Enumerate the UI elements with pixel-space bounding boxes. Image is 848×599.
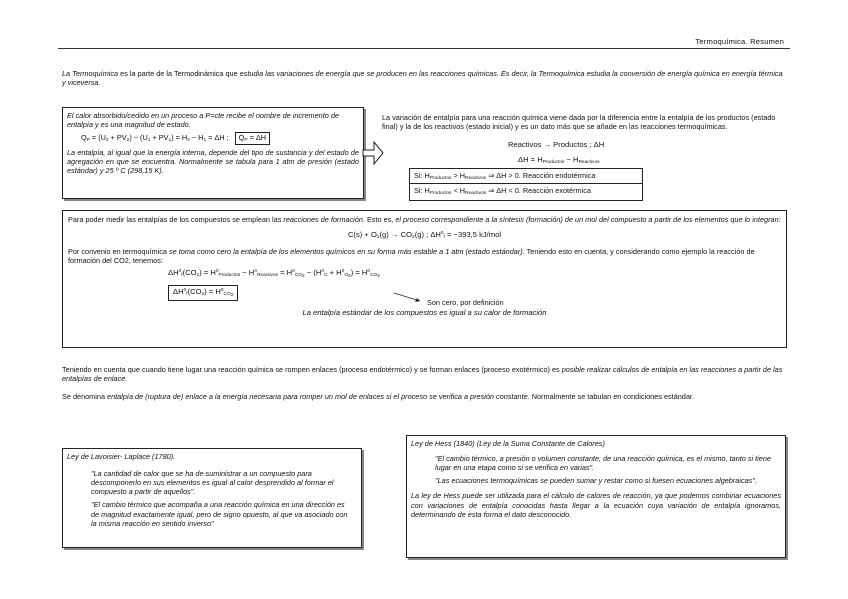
lavoisier-laplace-box bbox=[62, 448, 362, 548]
lavoisier-quote-1: "La cantidad de calor que se ha de suministrar a un compuesto para descomponerlo en sus elementos es igual al calor desprendido al formar el compuesto a partir de aquellos". bbox=[91, 469, 334, 497]
arrow-icon bbox=[362, 138, 384, 168]
hess-title: Ley de Hess (1840) (Ley de la Suma Constante de Calores) bbox=[411, 439, 605, 448]
enthalpy-variation-paragraph: La variación de entalpía para una reacción química viene dada por la diferencia entre la entalpía de los productos (estado final) y la de los reactivos (estado inicial) y es un dato más que se añade en las reacciones termoquímicas. bbox=[382, 113, 776, 132]
delta-h-equation: $\Delta H = H_{Productos} - H_{Reactivos}$ bbox=[518, 155, 600, 165]
intro-term: La Termoquímica bbox=[62, 69, 119, 78]
co2-boxed-result: $\Delta H^0_f(CO_2) = H^0_{CO_2}$ bbox=[168, 285, 781, 301]
co2-enthalpy-equation: $\Delta H^0_f(CO_2) = H^0_{Productos} - H^0_{Reactivos} = H^0_{CO_2} - (H^0_C + H^0_{O_2}) = H^0_{CO_2}$ bbox=[168, 268, 380, 280]
formation-intro-c: . Esto es, bbox=[362, 215, 396, 224]
hess-quote-2: "Las ecuaciones termoquímicas se pueden sumar y restar como si fuesen ecuaciones algebraicas". bbox=[435, 476, 757, 486]
hess-quote-1: "El cambio térmico, a presión o volumen constante, de una reacción química, es el mismo, tanto si tiene lugar en una etapa como si se verifica en varias". bbox=[435, 454, 771, 473]
intro-definition: estudia las variaciones de energía que se producen en las reacciones químicas. Es decir, la Termoquímica estudia la conversión de energía química en energía térmica y viceversa. bbox=[62, 69, 783, 88]
enthalpy-definition-text: El calor absorbido/cedido en un proceso a P=cte recibe el nombre de incremento de entalpía y es una magnitud de estado. bbox=[67, 111, 339, 130]
endothermic-row: Si: $H_{Productos} > H_{Reactivos}$ ⇒ ΔH > 0. Reacción endotérmica bbox=[410, 169, 642, 184]
formation-term: reacciones de formación bbox=[283, 215, 363, 224]
formation-intro-a: Para poder medir las entalpías de los compuestos se emplean las bbox=[68, 215, 284, 224]
intro-paragraph bbox=[62, 69, 787, 87]
formation-reactions-box bbox=[62, 210, 787, 348]
bond-definition-b: entalpía de (ruptura de) enlace a la energía necesaria para romper un mol de enlaces si el proceso se verifica a presión constante bbox=[107, 392, 528, 401]
reaction-equation: Reactivos → Productos ; ΔH bbox=[508, 140, 605, 149]
lavoisier-title: Ley de Lavoisier- Laplace (1780). bbox=[67, 452, 176, 461]
standard-enthalpy-conclusion: La entalpía estándar de los compuestos es igual a su calor de formación bbox=[302, 308, 547, 318]
zero-by-definition-note: Son cero, por definición bbox=[427, 298, 504, 307]
qp-boxed-result: $Q_P = \Delta H$ bbox=[235, 132, 270, 145]
enthalpy-variation-text bbox=[382, 113, 786, 131]
pointer-arrow-icon bbox=[392, 291, 426, 305]
bond-enthalpy-b: posible realizar cálculos de entalpía en las reacciones a partir de las entalpías de enlace. bbox=[62, 365, 783, 384]
bond-definition-paragraph bbox=[62, 392, 787, 401]
enthalpy-tabulation-text: La entalpía, al igual que la energía interna, depende del tipo de sustancia y del estado de agregación en que se encuentra. Normalmente se tabula para 1 atm de presión (estado estándar) y 25 º C (298,15 K). bbox=[67, 148, 359, 176]
convention-a: Por convenio en termoquímica bbox=[68, 247, 169, 257]
hess-law-box bbox=[406, 435, 786, 558]
convention-paragraph bbox=[68, 247, 781, 265]
endo-exo-table bbox=[409, 168, 643, 201]
header-rule bbox=[58, 48, 790, 49]
page-header-title: Termoquímica. Resumen bbox=[695, 37, 784, 46]
hess-application: La ley de Hess puede ser utilizada para el cálculo de calores de reacción, ya que podemos combinar ecuaciones con variaciones de entalpía conocidas hasta llegar a la ecuación cuya variación de entalpía ignoramos, determinando de esta forma el dato desconocido. bbox=[411, 491, 781, 519]
qp-equation-row bbox=[81, 132, 359, 145]
co2-formation-equation: $C(s) + O_2(g) \to CO_2(g)$ ; $\Delta H^0_f = -393,5$ kJ/mol bbox=[347, 230, 502, 241]
bond-definition-c: . Normalmente se tabulan en condiciones estándar. bbox=[527, 392, 694, 401]
bond-enthalpy-paragraph bbox=[62, 365, 787, 383]
formation-intro bbox=[68, 215, 781, 224]
enthalpy-definition-box bbox=[62, 107, 364, 199]
intro-text: es la parte de la Termodinámica que bbox=[118, 69, 240, 78]
exothermic-row: Si: $H_{Productos} < H_{Reactivos}$ ⇒ ΔH < 0. Reacción exotérmica bbox=[414, 186, 591, 196]
convention-c: . Teniendo esto en cuenta, y considerando como ejemplo la reacción de formación del CO2, tenemos: bbox=[68, 247, 755, 266]
formation-definition: el proceso correspondiente a la síntesis (formación) de un mol del compuesto a partir de los elementos que lo integran: bbox=[395, 215, 781, 224]
bond-definition-a: Se denomina bbox=[62, 392, 108, 401]
lavoisier-quote-2: "El cambio térmico que acompaña a una reacción química en una dirección es de magnitud exactamente igual, pero de signo opuesto, al que va asociado con la misma reacción en sentido inverso" bbox=[91, 500, 348, 528]
convention-rule: se toma como cero la entalpía de los elementos químicos en su forma más estable a 1 atm (estado estándar) bbox=[169, 247, 523, 257]
bond-enthalpy-a: Teniendo en cuenta que cuando tiene lugar una reacción química se rompen enlaces (proceso endotérmico) y se forman enlaces (proceso exotérmico) es bbox=[62, 365, 562, 374]
qp-equation: $Q_P = (U_2 + PV_2) - (U_1 + PV_1) = H_2 - H_1 = \Delta H$ ; bbox=[81, 133, 229, 144]
